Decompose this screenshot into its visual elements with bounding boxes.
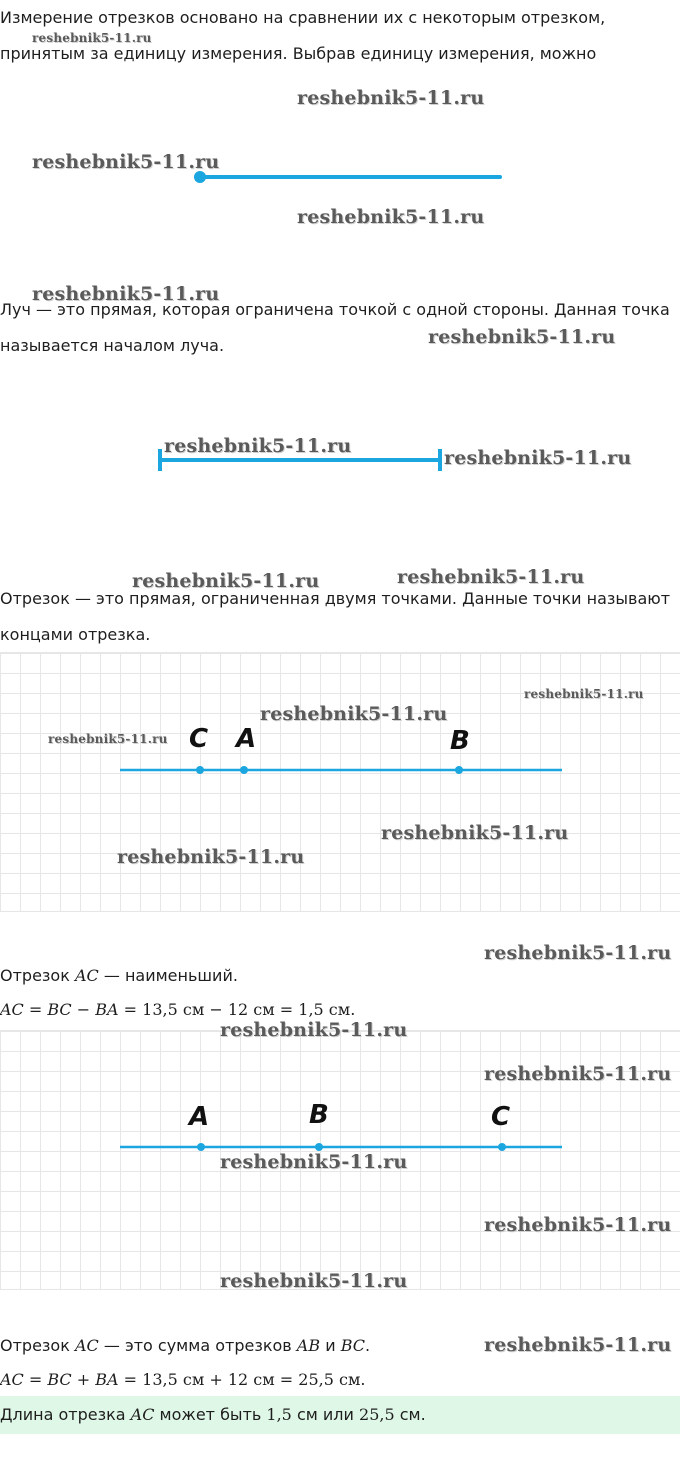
watermark: reshebnik5-11.ru	[220, 1270, 408, 1292]
segment-definition-line-1: Отрезок — это прямая, ограниченная двумя точками. Данные точки называют	[0, 589, 671, 608]
case1-suffix: — наименьший.	[98, 966, 238, 985]
case2-equation	[0, 1362, 365, 1398]
figure2-label-a: A	[189, 1102, 210, 1132]
conclusion-var: AC	[130, 1405, 155, 1424]
figure2-point-a	[197, 1143, 205, 1151]
watermark: reshebnik5-11.ru	[260, 703, 448, 725]
case2-prefix: Отрезок	[0, 1336, 75, 1355]
watermark: reshebnik5-11.ru	[428, 326, 616, 348]
case2-var-ab: AB	[296, 1336, 321, 1355]
figure1-label-a: A	[236, 724, 257, 754]
case2-var-bc: BC	[340, 1336, 365, 1355]
ray-definition-line-2: называется началом луча.	[0, 336, 225, 355]
conclusion-text	[0, 1397, 426, 1433]
watermark: reshebnik5-11.ru	[220, 1151, 408, 1173]
watermark: reshebnik5-11.ru	[484, 942, 672, 964]
watermark: reshebnik5-11.ru	[220, 1019, 408, 1041]
watermark: reshebnik5-11.ru	[484, 1214, 672, 1236]
case2-equation-values: 13,5 см + 12 см = 25,5 см.	[142, 1370, 366, 1389]
watermark: reshebnik5-11.ru	[297, 87, 485, 109]
watermark: reshebnik5-11.ru	[32, 151, 220, 173]
case1-var-ac: AC	[74, 966, 99, 985]
conclusion-mid: может быть	[154, 1405, 267, 1424]
case2-statement	[0, 1328, 370, 1364]
watermark: reshebnik5-11.ru	[524, 687, 644, 701]
intro-line-1: Измерение отрезков основано на сравнении их с некоторым отрезком,	[0, 8, 606, 27]
case1-prefix: Отрезок	[0, 966, 75, 985]
watermark: reshebnik5-11.ru	[32, 31, 152, 45]
watermark: reshebnik5-11.ru	[117, 846, 305, 868]
case2-end: .	[364, 1336, 371, 1355]
watermark: reshebnik5-11.ru	[48, 732, 168, 746]
case2-mid2: и	[320, 1336, 341, 1355]
figure2-label-b: B	[309, 1100, 329, 1130]
watermark: reshebnik5-11.ru	[132, 570, 320, 592]
figure1-label-c: C	[189, 724, 209, 754]
case2-mid1: — это сумма отрезков	[98, 1336, 297, 1355]
figure2-point-b	[315, 1143, 323, 1151]
conclusion-prefix: Длина отрезка	[0, 1405, 131, 1424]
watermark: reshebnik5-11.ru	[484, 1334, 672, 1356]
case2-equation-left: AC = BC + BA =	[0, 1370, 143, 1389]
figure1-label-b: B	[450, 726, 470, 756]
conclusion-value1: 1,5	[266, 1405, 292, 1424]
intro-line-2: принятым за единицу измерения. Выбрав единицу измерения, можно	[0, 44, 597, 63]
conclusion-unit2: см.	[394, 1405, 426, 1424]
case2-var-ac: AC	[74, 1336, 99, 1355]
ray-definition-line-1: Луч — это прямая, которая ограничена точкой с одной стороны. Данная точка	[0, 300, 670, 319]
watermark: reshebnik5-11.ru	[444, 447, 632, 469]
watermark: reshebnik5-11.ru	[32, 283, 220, 305]
figure2-label-c: C	[491, 1102, 511, 1132]
case1-equation-left: AC = BC − BA =	[0, 1000, 143, 1019]
figure2-point-c	[498, 1143, 506, 1151]
watermark: reshebnik5-11.ru	[297, 206, 485, 228]
watermark: reshebnik5-11.ru	[484, 1063, 672, 1085]
watermark: reshebnik5-11.ru	[397, 566, 585, 588]
watermark: reshebnik5-11.ru	[381, 822, 569, 844]
case1-equation-values: 13,5 см − 12 см = 1,5 см.	[142, 1000, 356, 1019]
segment-definition-line-2: концами отрезка.	[0, 625, 151, 644]
conclusion-unit1: см или	[291, 1405, 360, 1424]
conclusion-value2: 25,5	[359, 1405, 395, 1424]
watermark: reshebnik5-11.ru	[164, 435, 352, 457]
